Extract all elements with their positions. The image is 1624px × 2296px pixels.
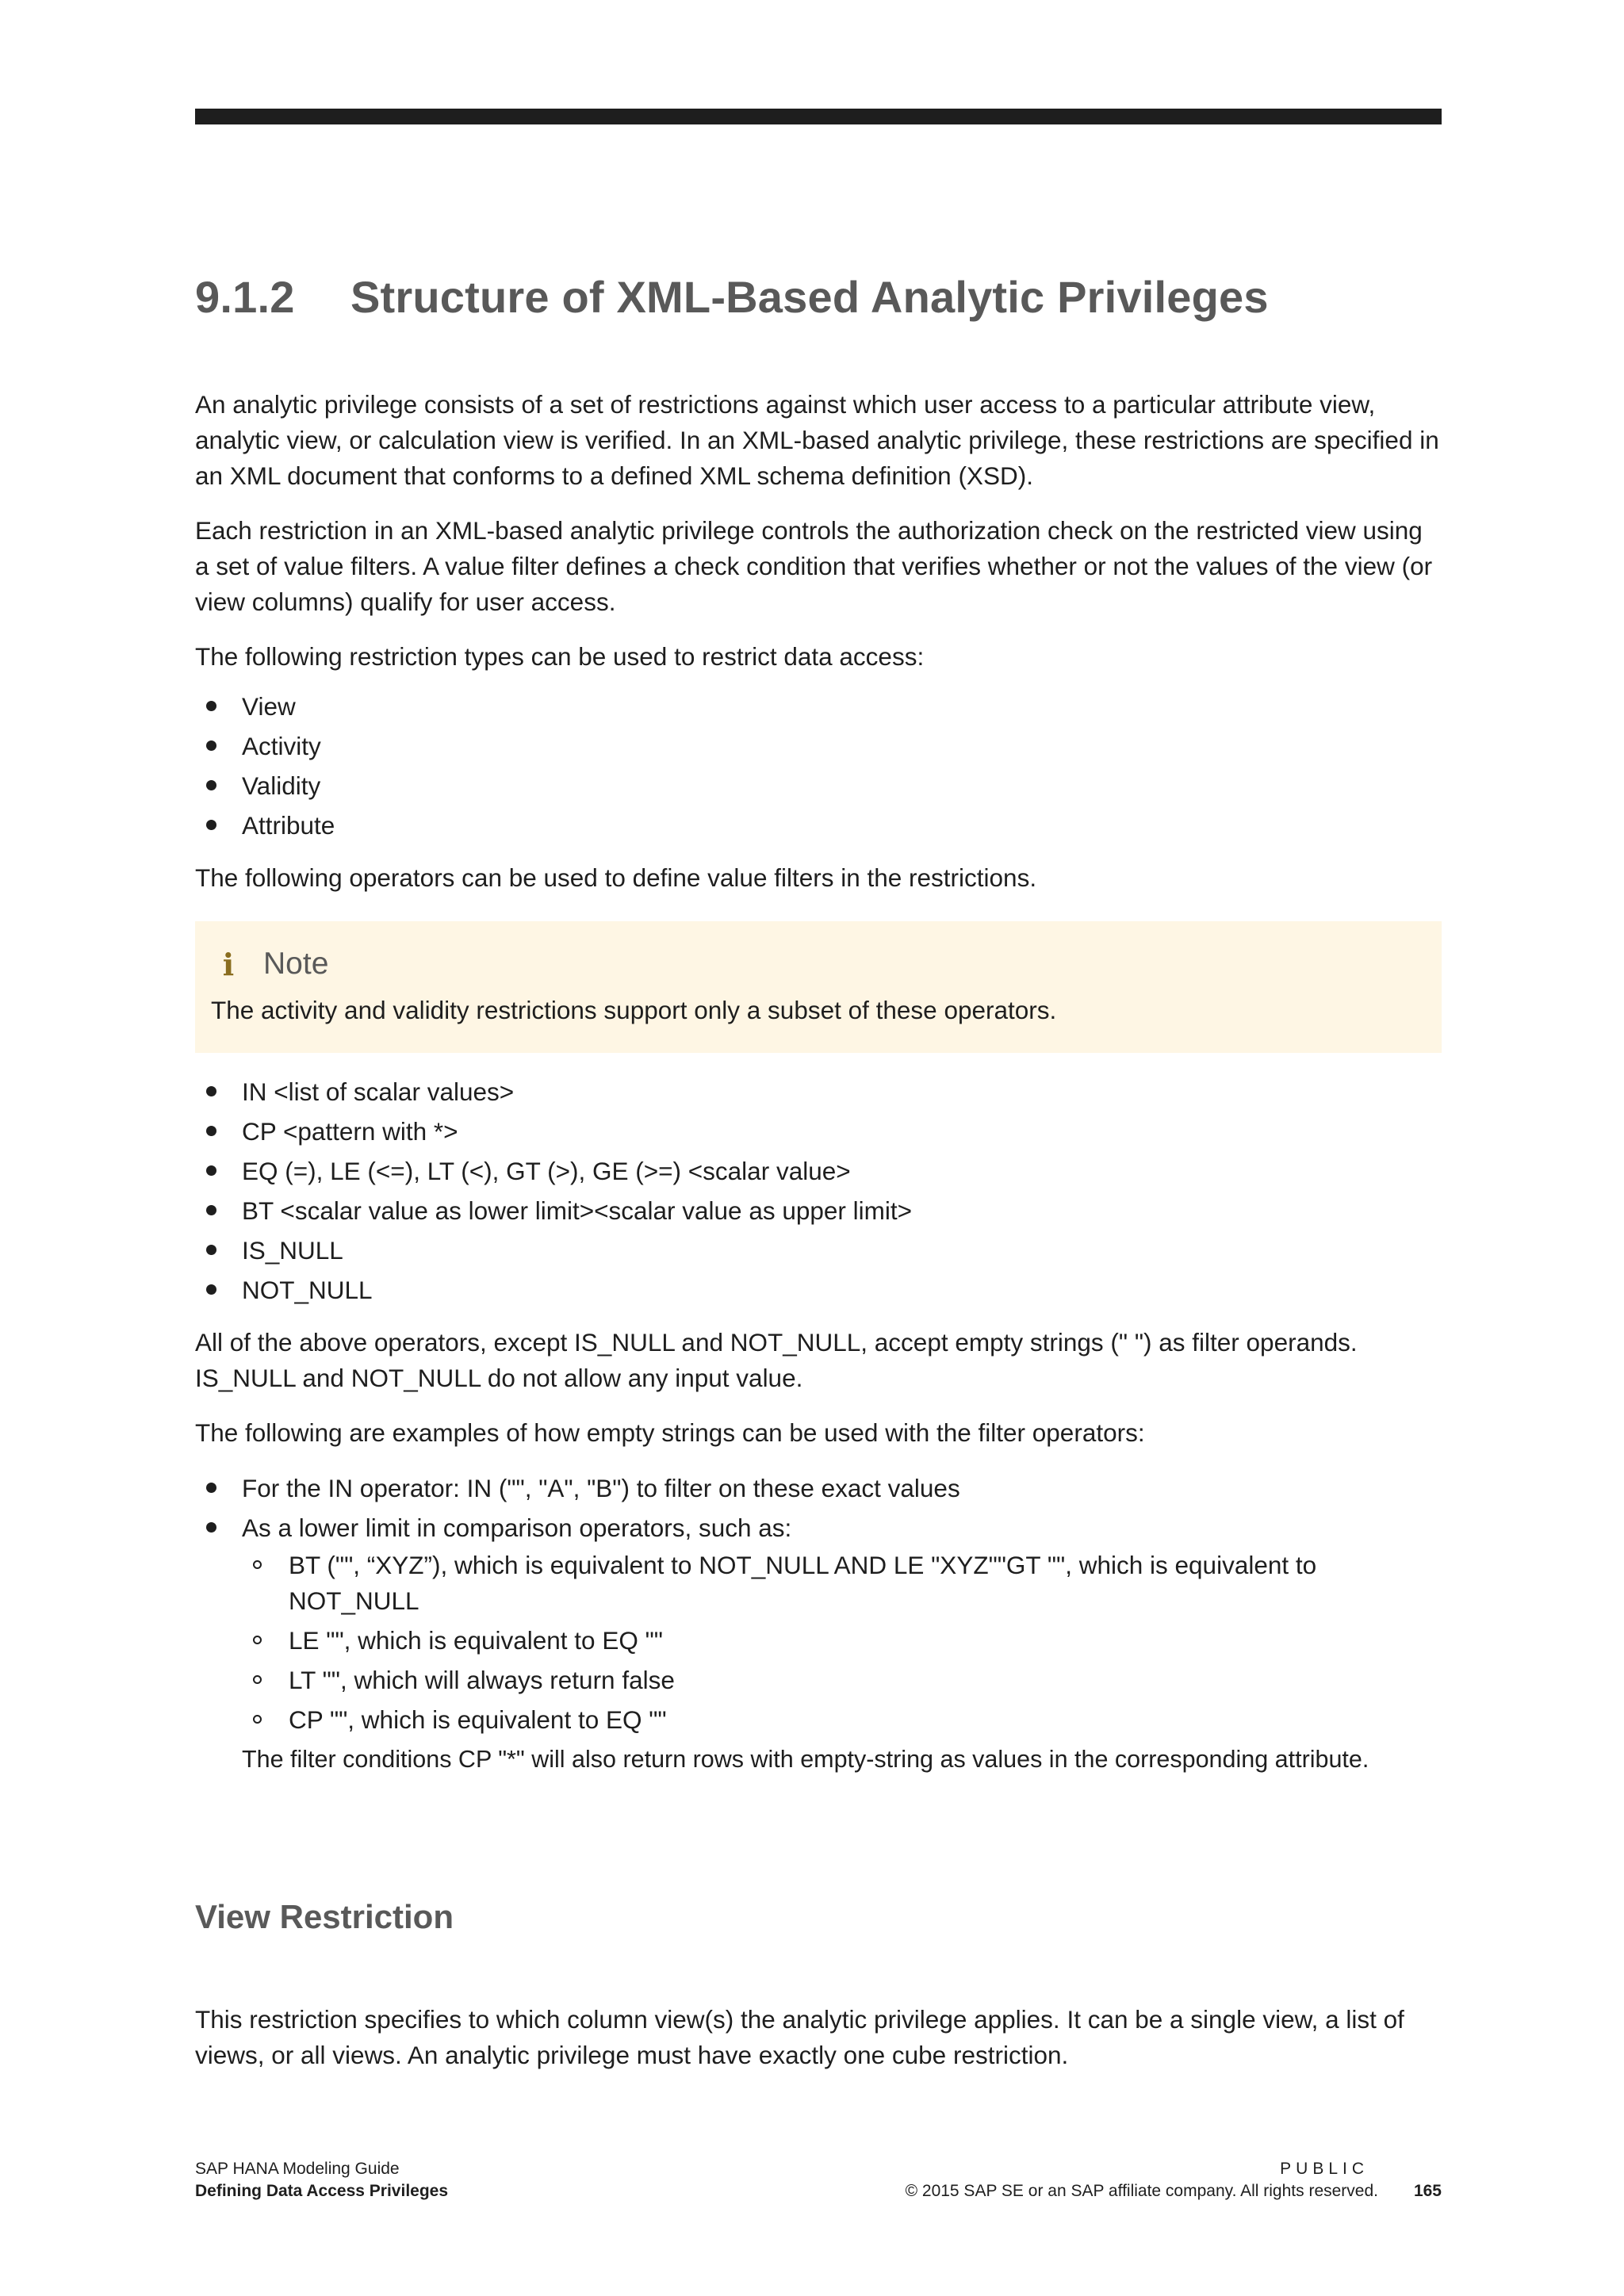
examples-sub-list <box>242 1548 1442 1738</box>
types-intro-block <box>195 639 1442 675</box>
list-item: Validity <box>195 766 1442 806</box>
sub-list-item: CP "", which is equivalent to EQ "" <box>242 1702 1442 1738</box>
empty-strings-paragraph: All of the above operators, except IS_NULL and NOT_NULL, accept empty strings (" ") as filter operands. IS_NULL and NOT_NULL do not allow any input value. <box>195 1328 1358 1392</box>
note-body: The activity and validity restrictions support only a subset of these operators. <box>211 996 1057 1024</box>
circle-bullet-icon <box>253 1560 262 1569</box>
circle-bullet-icon <box>253 1715 262 1724</box>
sub-list-item: LE "", which is equivalent to EQ "" <box>242 1623 1442 1659</box>
list-item: Activity <box>195 726 1442 766</box>
circle-bullet-icon <box>253 1636 262 1644</box>
circle-bullet-icon <box>253 1675 262 1684</box>
footer-guide-title: SAP HANA Modeling Guide <box>195 2160 400 2178</box>
operators-list <box>195 1072 1442 1310</box>
restriction-paragraph-block <box>195 513 1442 620</box>
section-number: 9.1.2 <box>195 272 295 322</box>
note-title: Note <box>263 947 329 981</box>
types-intro: The following restriction types can be used to restrict data access: <box>195 642 925 671</box>
examples-intro-block <box>195 1415 1442 1451</box>
sub-list-item: LT "", which will always return false <box>242 1663 1442 1698</box>
list-item: BT <scalar value as lower limit><scalar value as upper limit> <box>195 1191 1442 1230</box>
bullet-icon <box>206 1522 216 1533</box>
bullet-icon <box>206 1165 216 1176</box>
bullet-icon <box>206 740 216 751</box>
list-item: Attribute <box>195 806 1442 845</box>
bullet-icon <box>206 1205 216 1215</box>
top-rule <box>195 109 1442 124</box>
page-number: 165 <box>1413 2182 1442 2200</box>
list-item: As a lower limit in comparison operators, such as: BT ("", “XYZ”), which is equivalent to NOT_NULL AND LE "XYZ""GT "", which is equivalent to NOT_NULL LE "", which is equivalent to EQ "" LT "", which will always return false CP "", which is equivalent to EQ "" The filter conditions CP "*" will also return rows with empty-string as values in the corresponding attribute. <box>195 1508 1442 1777</box>
view-restriction-block <box>195 2002 1442 2073</box>
list-item: CP <pattern with *> <box>195 1112 1442 1151</box>
restriction-types-list-block <box>195 687 1442 845</box>
examples-list <box>195 1468 1442 1777</box>
footer-copyright: © 2015 SAP SE or an SAP affiliate company. All rights reserved. <box>905 2182 1378 2200</box>
intro-paragraph-block <box>195 387 1442 494</box>
footer-right <box>906 2158 1442 2202</box>
list-item: View <box>195 687 1442 726</box>
sub-list-item: BT ("", “XYZ”), which is equivalent to NOT_NULL AND LE "XYZ""GT "", which is equivalent to NOT_NULL <box>242 1548 1442 1619</box>
examples-list-block <box>195 1468 1442 1777</box>
list-item: IN <list of scalar values> <box>195 1072 1442 1112</box>
view-restriction-paragraph: This restriction specifies to which column view(s) the analytic privilege applies. It can be a single view, a list of views, or all views. An analytic privilege must have exactly one cube restriction. <box>195 2005 1404 2069</box>
list-item: For the IN operator: IN ("", "A", "B") to filter on these exact values <box>195 1468 1442 1508</box>
empty-strings-block <box>195 1325 1442 1396</box>
footer-left <box>195 2158 448 2202</box>
bullet-icon <box>206 1245 216 1255</box>
bullet-icon <box>206 1284 216 1295</box>
bullet-icon <box>206 1126 216 1136</box>
restriction-types-list <box>195 687 1442 845</box>
section-title <box>195 271 1269 323</box>
operators-intro: The following operators can be used to define value filters in the restrictions. <box>195 863 1037 892</box>
bullet-icon <box>206 820 216 830</box>
bullet-icon <box>206 1483 216 1493</box>
list-item: IS_NULL <box>195 1230 1442 1270</box>
section-title-text: Structure of XML-Based Analytic Privileges <box>350 272 1269 322</box>
footer-classification: PUBLIC <box>1280 2160 1369 2178</box>
intro-paragraph: An analytic privilege consists of a set of restrictions against which user access to a particular attribute view, analytic view, or calculation view is verified. In an XML-based analytic privilege, these restrictions are specified in an XML document that conforms to a defined XML schema definition (XSD). <box>195 390 1439 490</box>
cp-note: The filter conditions CP "*" will also return rows with empty-string as values in the corresponding attribute. <box>242 1746 1369 1773</box>
bullet-icon <box>206 780 216 790</box>
footer-chapter-title: Defining Data Access Privileges <box>195 2182 449 2200</box>
info-icon: i <box>222 946 235 982</box>
restriction-paragraph: Each restriction in an XML-based analytic privilege controls the authorization check on the restricted view using a set of value filters. A value filter defines a check condition that verifies whether or not the values of the view (or view columns) qualify for user access. <box>195 516 1433 616</box>
list-item: EQ (=), LE (<=), LT (<), GT (>), GE (>=) <scalar value> <box>195 1151 1442 1191</box>
operators-intro-block <box>195 860 1442 896</box>
list-item: NOT_NULL <box>195 1270 1442 1310</box>
bullet-icon <box>206 1086 216 1096</box>
examples-intro: The following are examples of how empty strings can be used with the filter operators: <box>195 1418 1145 1447</box>
bullet-icon <box>206 701 216 711</box>
note-box <box>195 921 1442 1053</box>
operators-list-block <box>195 1072 1442 1310</box>
subsection-title: View Restriction <box>195 1898 454 1935</box>
note-header <box>211 940 1426 988</box>
